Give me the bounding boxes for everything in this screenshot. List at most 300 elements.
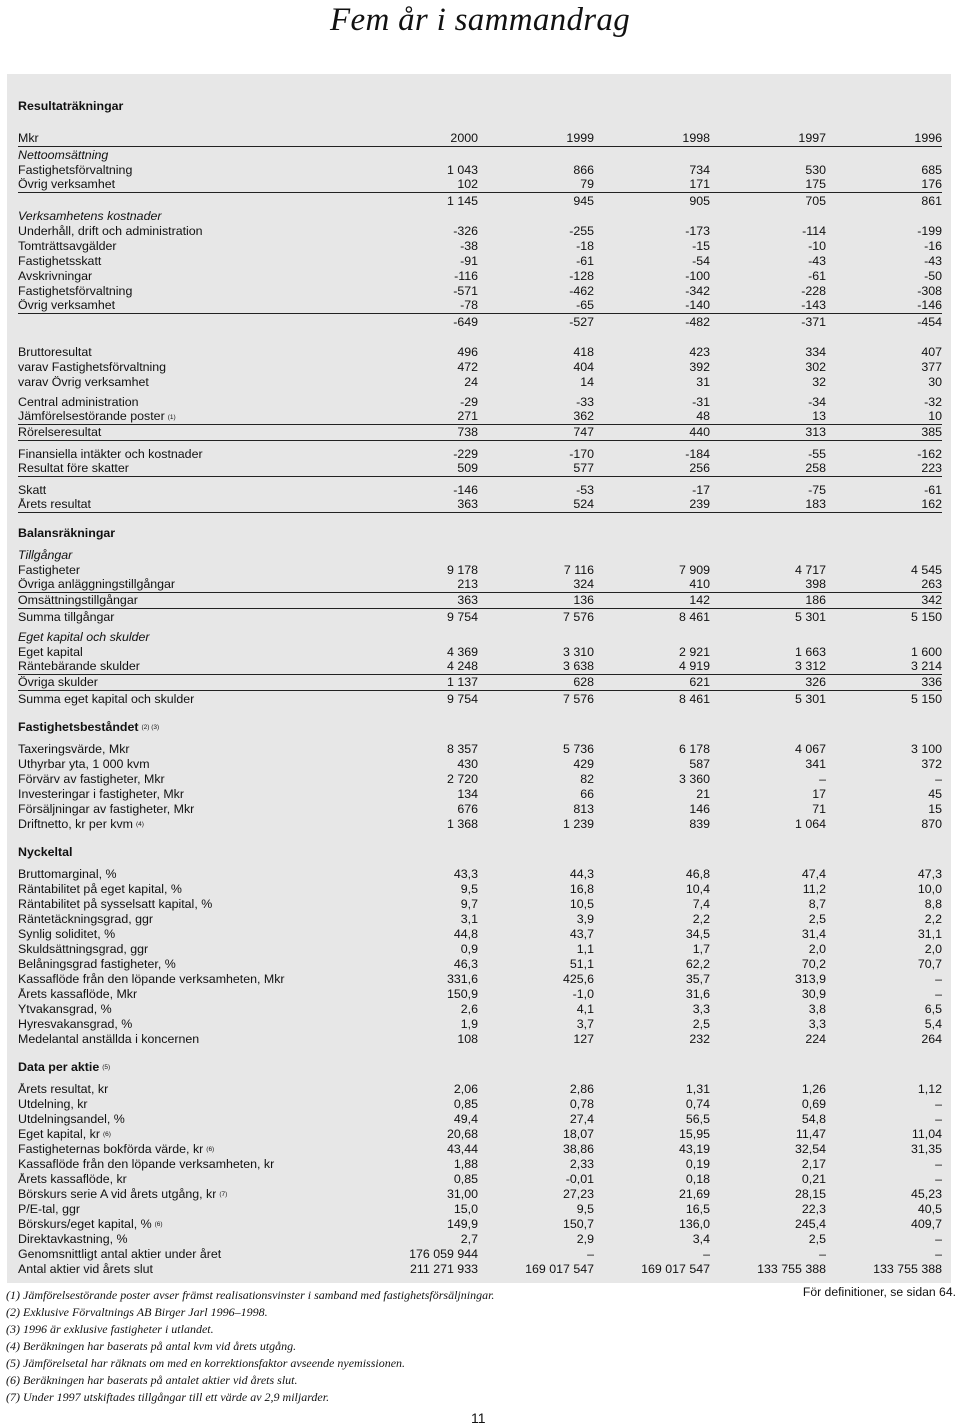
cell-value: 10 bbox=[928, 409, 942, 423]
table-row bbox=[18, 394, 942, 409]
table-row bbox=[18, 359, 942, 374]
cell-value: -17 bbox=[692, 483, 710, 497]
cell-value: 11,2 bbox=[802, 882, 826, 896]
cell-value: 271 bbox=[457, 409, 478, 423]
cell-value: 15 bbox=[928, 802, 942, 816]
row-label: Kassaflöde från den löpande verksamheten, Mkr bbox=[18, 973, 285, 986]
cell-value: -571 bbox=[453, 284, 478, 298]
table-row bbox=[18, 1216, 942, 1231]
cell-value: 1 145 bbox=[446, 194, 478, 208]
cell-value: 4 248 bbox=[446, 659, 478, 673]
cell-value: -199 bbox=[917, 224, 942, 238]
table-row bbox=[18, 659, 942, 675]
row-label: Fastighetsförvaltning bbox=[18, 164, 133, 177]
cell-value: -38 bbox=[460, 239, 478, 253]
section-heading bbox=[18, 525, 942, 540]
footnote-reference: (6) bbox=[154, 1221, 163, 1228]
cell-value: 176 059 944 bbox=[409, 1247, 478, 1261]
row-label: Övriga anläggningstillgångar bbox=[18, 578, 176, 591]
cell-value: 1 137 bbox=[446, 675, 478, 689]
table-row bbox=[18, 253, 942, 268]
cell-value: 6,5 bbox=[924, 1002, 942, 1016]
page-title: Fem år i sammandrag bbox=[330, 2, 630, 38]
cell-value: 13 bbox=[812, 409, 826, 423]
cell-value: 621 bbox=[689, 675, 710, 689]
cell-value: 2,06 bbox=[453, 1082, 478, 1096]
cell-value: 82 bbox=[580, 772, 594, 786]
cell-value: 169 017 547 bbox=[525, 1262, 594, 1276]
cell-value: 839 bbox=[689, 817, 710, 831]
row-label: P/E-tal, ggr bbox=[18, 1203, 80, 1216]
cell-value: 9,5 bbox=[576, 1202, 594, 1216]
row-label: Fastighetsbeståndet bbox=[18, 721, 139, 734]
cell-value: 870 bbox=[921, 817, 942, 831]
table-row bbox=[18, 771, 942, 786]
row-label: varav Fastighetsförvaltning bbox=[18, 361, 167, 374]
cell-value: -128 bbox=[569, 269, 594, 283]
table-row bbox=[18, 482, 942, 497]
cell-value: – bbox=[819, 772, 826, 786]
cell-value: 0,9 bbox=[460, 942, 478, 956]
cell-value: 47,3 bbox=[917, 867, 942, 881]
row-label: varav Övrig verksamhet bbox=[18, 376, 149, 389]
cell-value: 3 310 bbox=[562, 645, 594, 659]
cell-value: 20,68 bbox=[446, 1127, 478, 1141]
cell-value: 5 301 bbox=[794, 692, 826, 706]
table-row bbox=[18, 374, 942, 389]
cell-value: 133 755 388 bbox=[757, 1262, 826, 1276]
cell-value: 3 312 bbox=[794, 659, 826, 673]
cell-value: – bbox=[935, 1112, 942, 1126]
footnote: (1) Jämförelsestörande poster avser främst realisationsvinster i samband med fastighetsförsäljningar. bbox=[6, 1288, 495, 1302]
row-label: Resultaträkningar bbox=[18, 100, 124, 113]
table-row bbox=[18, 911, 942, 926]
cell-value: 685 bbox=[921, 163, 942, 177]
cell-value: 385 bbox=[921, 425, 942, 439]
cell-value: – bbox=[587, 1247, 594, 1261]
cell-value: 0,69 bbox=[801, 1097, 826, 1111]
cell-value: 1,31 bbox=[685, 1082, 710, 1096]
row-label: Räntebärande skulder bbox=[18, 660, 140, 673]
cell-value: 21,69 bbox=[678, 1187, 710, 1201]
cell-value: 14 bbox=[580, 375, 594, 389]
footnote: (5) Jämförelsetal har räknats om med en korrektionsfaktor avseende nyemissionen. bbox=[6, 1356, 406, 1370]
cell-value: 3,1 bbox=[460, 912, 478, 926]
table-row bbox=[18, 1031, 942, 1046]
cell-value: 7 576 bbox=[562, 610, 594, 624]
row-label: Årets resultat, kr bbox=[18, 1083, 109, 1096]
footnotes bbox=[6, 1287, 494, 1406]
cell-value: 4 369 bbox=[446, 645, 478, 659]
cell-value: 3 638 bbox=[562, 659, 594, 673]
cell-value: 1 043 bbox=[446, 163, 478, 177]
page-number: 11 bbox=[471, 1410, 486, 1426]
cell-value: 3 360 bbox=[678, 772, 710, 786]
cell-value: 324 bbox=[573, 577, 594, 591]
section-heading bbox=[18, 719, 942, 734]
row-label: Balansräkningar bbox=[18, 527, 116, 540]
cell-value: 472 bbox=[457, 360, 478, 374]
cell-value: 4 067 bbox=[794, 742, 826, 756]
cell-value: 0,85 bbox=[453, 1172, 478, 1186]
table-row bbox=[18, 547, 942, 562]
cell-value: 28,15 bbox=[794, 1187, 826, 1201]
cell-value: 1 663 bbox=[794, 645, 826, 659]
cell-value: -16 bbox=[924, 239, 942, 253]
table-row bbox=[18, 208, 942, 223]
cell-value: 430 bbox=[457, 757, 478, 771]
footnote-reference: (5) bbox=[102, 1064, 111, 1071]
table-row bbox=[18, 1016, 942, 1031]
footnote-reference: (6) bbox=[102, 1131, 111, 1138]
cell-value: 705 bbox=[805, 194, 826, 208]
cell-value: 142 bbox=[689, 593, 710, 607]
row-label: Eget kapital bbox=[18, 646, 83, 659]
cell-value: 31 bbox=[696, 375, 710, 389]
cell-value: 17 bbox=[812, 787, 826, 801]
footnote: (2) Exklusive Förvaltnings AB Birger Jarl 1996–1998. bbox=[6, 1305, 268, 1319]
cell-value: 4 717 bbox=[794, 563, 826, 577]
cell-value: 4 919 bbox=[678, 659, 710, 673]
cell-value: 186 bbox=[805, 593, 826, 607]
cell-value: 2,0 bbox=[924, 942, 942, 956]
cell-value: – bbox=[935, 987, 942, 1001]
cell-value: 10,0 bbox=[917, 882, 942, 896]
cell-value: -184 bbox=[685, 447, 710, 461]
cell-value: 3 214 bbox=[910, 659, 942, 673]
cell-value: 263 bbox=[921, 577, 942, 591]
table-row bbox=[18, 162, 942, 177]
table-row bbox=[18, 756, 942, 771]
cell-value: -100 bbox=[685, 269, 710, 283]
cell-value: 0,85 bbox=[453, 1097, 478, 1111]
cell-value: 8,7 bbox=[808, 897, 826, 911]
cell-value: 46,3 bbox=[453, 957, 478, 971]
cell-value: – bbox=[935, 1172, 942, 1186]
table-row bbox=[18, 238, 942, 253]
cell-value: 5,4 bbox=[924, 1017, 942, 1031]
cell-value: 3,9 bbox=[576, 912, 594, 926]
row-label: Bruttomarginal, % bbox=[18, 868, 117, 881]
cell-value: 861 bbox=[921, 194, 942, 208]
cell-value: 866 bbox=[573, 163, 594, 177]
cell-value: -53 bbox=[576, 483, 594, 497]
row-label: Förvärv av fastigheter, Mkr bbox=[18, 773, 165, 786]
section-heading bbox=[18, 1059, 942, 1074]
table-row bbox=[18, 147, 942, 162]
cell-value: -54 bbox=[692, 254, 710, 268]
table-row bbox=[18, 283, 942, 298]
cell-value: 31,00 bbox=[446, 1187, 478, 1201]
cell-value: -43 bbox=[808, 254, 826, 268]
cell-value: – bbox=[935, 972, 942, 986]
cell-value: 404 bbox=[573, 360, 594, 374]
cell-value: 1 600 bbox=[910, 645, 942, 659]
cell-value: 342 bbox=[921, 593, 942, 607]
cell-value: 16,8 bbox=[569, 882, 594, 896]
cell-value: 0,18 bbox=[685, 1172, 710, 1186]
cell-value: 418 bbox=[573, 345, 594, 359]
cell-value: 171 bbox=[689, 177, 710, 191]
cell-value: 326 bbox=[805, 675, 826, 689]
cell-value: 8 461 bbox=[678, 610, 710, 624]
row-label: Nyckeltal bbox=[18, 846, 73, 859]
cell-value: 32,54 bbox=[794, 1142, 826, 1156]
row-label: Årets kassaflöde, Mkr bbox=[18, 988, 138, 1001]
row-label: Ytvakansgrad, % bbox=[18, 1003, 112, 1016]
row-label: Börskurs serie A vid årets utgång, kr bbox=[18, 1188, 217, 1201]
cell-value: 49,4 bbox=[453, 1112, 478, 1126]
cell-value: 183 bbox=[805, 497, 826, 511]
cell-value: 2,5 bbox=[692, 1017, 710, 1031]
table-row bbox=[18, 298, 942, 314]
cell-value: 1 368 bbox=[446, 817, 478, 831]
cell-value: 21 bbox=[696, 787, 710, 801]
cell-value: -114 bbox=[802, 224, 826, 238]
table-row bbox=[18, 593, 942, 609]
cell-value: 2000 bbox=[450, 131, 478, 145]
cell-value: -170 bbox=[569, 447, 594, 461]
cell-value: 1,9 bbox=[460, 1017, 478, 1031]
row-label: Resultat före skatter bbox=[18, 462, 129, 475]
table-row bbox=[18, 223, 942, 238]
footnote: (4) Beräkningen har baserats på antal kvm vid årets utgång. bbox=[6, 1339, 297, 1353]
table-row bbox=[18, 941, 942, 956]
cell-value: 409,7 bbox=[910, 1217, 942, 1231]
cell-value: 2 720 bbox=[446, 772, 478, 786]
row-label: Central administration bbox=[18, 396, 139, 409]
table-row bbox=[18, 644, 942, 659]
cell-value: -228 bbox=[801, 284, 826, 298]
cell-value: 108 bbox=[457, 1032, 478, 1046]
cell-value: 6 178 bbox=[678, 742, 710, 756]
cell-value: 2,6 bbox=[460, 1002, 478, 1016]
cell-value: 127 bbox=[573, 1032, 594, 1046]
cell-value: 9,5 bbox=[460, 882, 478, 896]
cell-value: 2,33 bbox=[569, 1157, 594, 1171]
cell-value: 3,3 bbox=[808, 1017, 826, 1031]
cell-value: 496 bbox=[457, 345, 478, 359]
cell-value: -462 bbox=[569, 284, 594, 298]
row-label: Investeringar i fastigheter, Mkr bbox=[18, 788, 184, 801]
cell-value: 1,26 bbox=[801, 1082, 826, 1096]
cell-value: 30 bbox=[928, 375, 942, 389]
table-row bbox=[18, 577, 942, 593]
cell-value: 2,7 bbox=[460, 1232, 478, 1246]
table-row bbox=[18, 1246, 942, 1261]
cell-value: 407 bbox=[921, 345, 942, 359]
row-label: Belåningsgrad fastigheter, % bbox=[18, 958, 176, 971]
cell-value: – bbox=[935, 1097, 942, 1111]
cell-value: 213 bbox=[457, 577, 478, 591]
cell-value: -43 bbox=[924, 254, 942, 268]
cell-value: -1,0 bbox=[572, 987, 594, 1001]
cell-value: -61 bbox=[808, 269, 826, 283]
row-label: Övriga skulder bbox=[18, 676, 98, 689]
cell-value: -55 bbox=[808, 447, 826, 461]
cell-value: 31,4 bbox=[801, 927, 826, 941]
cell-value: 1,12 bbox=[917, 1082, 942, 1096]
footnote: (3) 1996 är exklusive fastigheter i utlandet. bbox=[6, 1322, 214, 1336]
cell-value: 363 bbox=[457, 497, 478, 511]
row-label: Räntetäckningsgrad, ggr bbox=[18, 913, 154, 926]
cell-value: 676 bbox=[457, 802, 478, 816]
row-label: Tillgångar bbox=[18, 549, 73, 562]
cell-value: – bbox=[819, 1247, 826, 1261]
row-label: Uthyrbar yta, 1 000 kvm bbox=[18, 758, 150, 771]
cell-value: -255 bbox=[569, 224, 594, 238]
cell-value: -173 bbox=[685, 224, 710, 238]
footnote-reference: (7) bbox=[219, 1191, 228, 1198]
table-row bbox=[18, 1081, 942, 1096]
cell-value: 79 bbox=[580, 177, 594, 191]
table-row bbox=[18, 1171, 942, 1186]
cell-value: 133 755 388 bbox=[873, 1262, 942, 1276]
cell-value: 905 bbox=[689, 194, 710, 208]
table-row bbox=[18, 1111, 942, 1126]
cell-value: 22,3 bbox=[801, 1202, 826, 1216]
cell-value: 258 bbox=[805, 461, 826, 475]
cell-value: 146 bbox=[689, 802, 710, 816]
cell-value: 423 bbox=[689, 345, 710, 359]
cell-value: 372 bbox=[921, 757, 942, 771]
cell-value: 587 bbox=[689, 757, 710, 771]
row-label: Bruttoresultat bbox=[18, 346, 92, 359]
row-label: Data per aktie bbox=[18, 1061, 100, 1074]
table-row bbox=[18, 1231, 942, 1246]
cell-value: – bbox=[935, 1232, 942, 1246]
cell-value: 945 bbox=[573, 194, 594, 208]
row-label: Underhåll, drift och administration bbox=[18, 225, 203, 238]
row-label: Rörelseresultat bbox=[18, 426, 102, 439]
table-row bbox=[18, 131, 942, 147]
cell-value: -31 bbox=[692, 395, 710, 409]
table-row bbox=[18, 609, 942, 624]
cell-value: 0,78 bbox=[569, 1097, 594, 1111]
cell-value: -326 bbox=[453, 224, 478, 238]
cell-value: 440 bbox=[689, 425, 710, 439]
cell-value: 1 239 bbox=[562, 817, 594, 831]
table-row bbox=[18, 409, 942, 425]
table-row bbox=[18, 344, 942, 359]
cell-value: -34 bbox=[808, 395, 826, 409]
footnote-reference: (6) bbox=[206, 1146, 215, 1153]
cell-value: 1996 bbox=[914, 131, 942, 145]
cell-value: 35,7 bbox=[685, 972, 710, 986]
cell-value: 16,5 bbox=[685, 1202, 710, 1216]
footnote: (6) Beräkningen har baserats på antalet aktier vid årets slut. bbox=[6, 1373, 298, 1387]
cell-value: -116 bbox=[454, 269, 478, 283]
cell-value: 1,1 bbox=[576, 942, 594, 956]
table-row bbox=[18, 314, 942, 329]
cell-value: 54,8 bbox=[801, 1112, 826, 1126]
row-label: Eget kapital, kr bbox=[18, 1128, 100, 1141]
table-row bbox=[18, 268, 942, 283]
row-label: Fastighetsförvaltning bbox=[18, 285, 133, 298]
cell-value: 43,44 bbox=[446, 1142, 478, 1156]
row-label: Övrig verksamhet bbox=[18, 299, 116, 312]
row-label: Kassaflöde från den löpande verksamheten, kr bbox=[18, 1158, 275, 1171]
cell-value: 5 736 bbox=[562, 742, 594, 756]
cell-value: 1999 bbox=[566, 131, 594, 145]
cell-value: -18 bbox=[576, 239, 594, 253]
row-label: Omsättningstillgångar bbox=[18, 594, 138, 607]
cell-value: 66 bbox=[580, 787, 594, 801]
table-row bbox=[18, 971, 942, 986]
table-row bbox=[18, 1156, 942, 1171]
cell-value: -146 bbox=[453, 483, 478, 497]
cell-value: -454 bbox=[917, 315, 942, 329]
cell-value: 738 bbox=[457, 425, 478, 439]
cell-value: 43,19 bbox=[678, 1142, 710, 1156]
definition-note: För definitioner, se sidan 64. bbox=[802, 1285, 956, 1299]
row-label: Summa eget kapital och skulder bbox=[18, 693, 195, 706]
table-row bbox=[18, 675, 942, 691]
cell-value: 0,19 bbox=[685, 1157, 710, 1171]
row-label: Utdelningsandel, % bbox=[18, 1113, 125, 1126]
cell-value: 524 bbox=[573, 497, 594, 511]
cell-value: 813 bbox=[573, 802, 594, 816]
cell-value: 7 909 bbox=[678, 563, 710, 577]
cell-value: 9 754 bbox=[446, 610, 478, 624]
cell-value: 134 bbox=[457, 787, 478, 801]
cell-value: – bbox=[935, 1157, 942, 1171]
table-row bbox=[18, 425, 942, 441]
five-year-summary-table bbox=[18, 98, 942, 1276]
cell-value: 530 bbox=[805, 163, 826, 177]
cell-value: 3 100 bbox=[910, 742, 942, 756]
table-row bbox=[18, 629, 942, 644]
cell-value: 313 bbox=[805, 425, 826, 439]
row-label: Räntabilitet på sysselsatt kapital, % bbox=[18, 898, 213, 911]
cell-value: -91 bbox=[460, 254, 478, 268]
cell-value: 71 bbox=[812, 802, 826, 816]
cell-value: 2 921 bbox=[678, 645, 710, 659]
table-row bbox=[18, 193, 942, 208]
table-row bbox=[18, 1186, 942, 1201]
cell-value: – bbox=[703, 1247, 710, 1261]
row-label: Nettoomsättning bbox=[18, 149, 109, 162]
cell-value: 429 bbox=[573, 757, 594, 771]
cell-value: 149,9 bbox=[446, 1217, 478, 1231]
cell-value: 150,7 bbox=[562, 1217, 594, 1231]
cell-value: -143 bbox=[801, 298, 826, 312]
cell-value: 363 bbox=[457, 593, 478, 607]
cell-value: 176 bbox=[921, 177, 942, 191]
cell-value: 2,5 bbox=[808, 1232, 826, 1246]
table-row bbox=[18, 866, 942, 881]
cell-value: 150,9 bbox=[446, 987, 478, 1001]
table-row bbox=[18, 786, 942, 801]
cell-value: 136,0 bbox=[678, 1217, 710, 1231]
cell-value: 47,4 bbox=[801, 867, 826, 881]
cell-value: 302 bbox=[805, 360, 826, 374]
cell-value: -61 bbox=[924, 483, 942, 497]
cell-value: 3,4 bbox=[692, 1232, 710, 1246]
table-row bbox=[18, 461, 942, 477]
footnote-reference: (2) (3) bbox=[141, 724, 160, 731]
row-label: Finansiella intäkter och kostnader bbox=[18, 448, 203, 461]
cell-value: 0,21 bbox=[801, 1172, 826, 1186]
cell-value: 31,35 bbox=[910, 1142, 942, 1156]
cell-value: 341 bbox=[805, 757, 826, 771]
cell-value: 211 271 933 bbox=[410, 1262, 478, 1276]
cell-value: 169 017 547 bbox=[641, 1262, 710, 1276]
row-label: Skatt bbox=[18, 484, 47, 497]
cell-value: -50 bbox=[924, 269, 942, 283]
cell-value: 2,86 bbox=[569, 1082, 594, 1096]
cell-value: 30,9 bbox=[801, 987, 826, 1001]
